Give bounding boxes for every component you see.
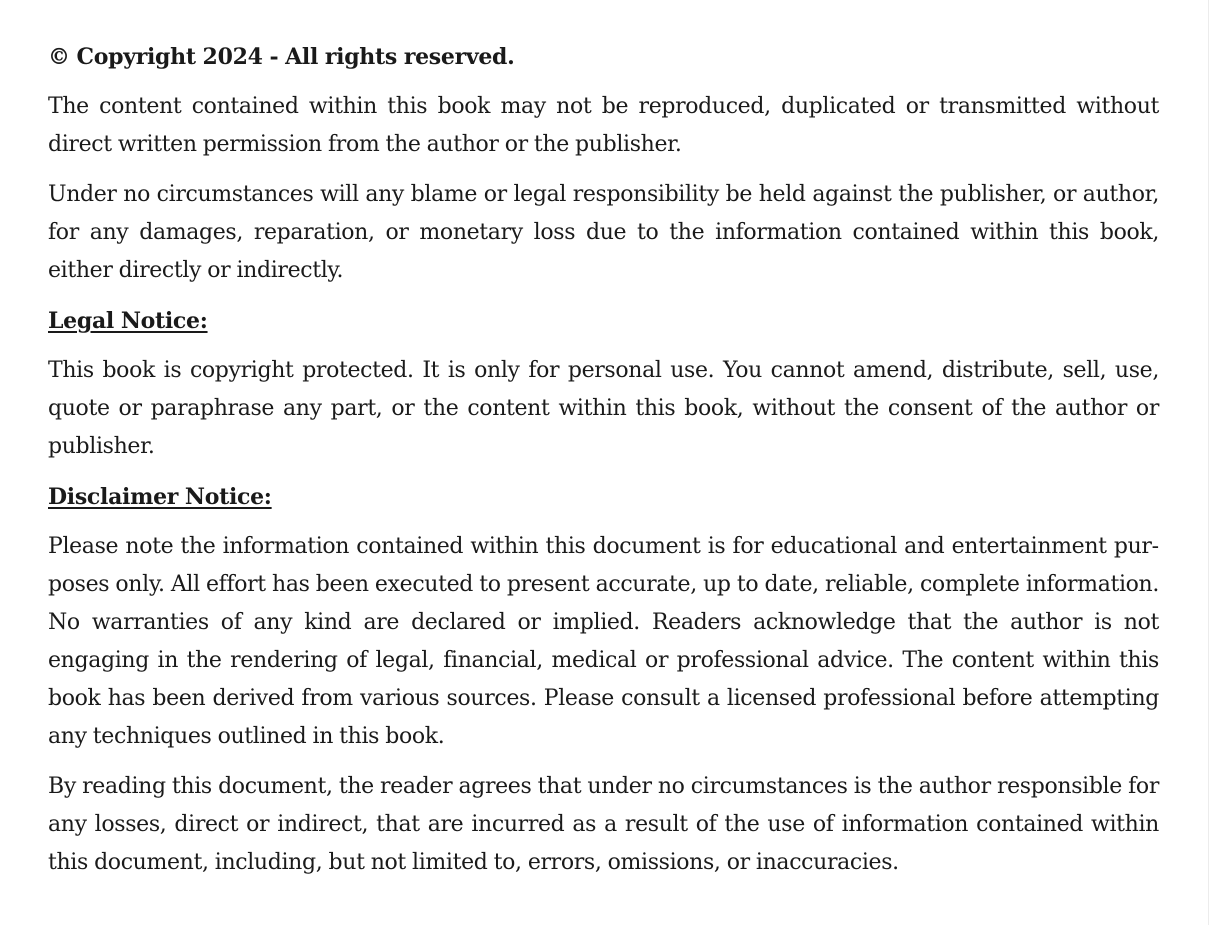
agreement-paragraph: By reading this document, the reader agrees that under no circumstances is the author responsible for any losses, direct or indirect, that are incurred as a result of the use of information contained within this document, including, but not limited to, errors, omissions, or inaccuracies. xyxy=(48,774,1159,875)
disclaimer-notice-heading: Disclaimer Notice: xyxy=(48,484,272,510)
legal-notice-paragraph: This book is copyright protected. It is only for personal use. You cannot amend, distribute, sell, use, quote or paraphrase any part, or the content within this book, without the consent of the author or publisher. xyxy=(48,358,1159,459)
disclaimer-paragraph: Please note the information contained within this document is for educational and entertainment purposes only. All effort has been executed to present accurate, up to date, reliable, complete information. No warranties of any kind are declared or implied. Readers acknowledge that the author is not engaging in the rendering of legal, financial, medical or professional advice. The content within this book has been derived from various sources. Please consult a licensed professional before attempting any techniques outlined in this book. xyxy=(48,534,1159,749)
reproduction-paragraph: The content contained within this book may not be reproduced, duplicated or transmitted without direct written permission from the author or the publisher. xyxy=(48,94,1159,157)
document-content xyxy=(48,38,1159,894)
liability-paragraph: Under no circumstances will any blame or legal responsibility be held against the publisher, or author, for any damages, reparation, or monetary loss due to the information contained within this book, either directly or indirectly. xyxy=(48,182,1159,283)
legal-notice-heading: Legal Notice: xyxy=(48,308,208,334)
copyright-line: © Copyright 2024 - All rights reserved. xyxy=(48,44,515,70)
